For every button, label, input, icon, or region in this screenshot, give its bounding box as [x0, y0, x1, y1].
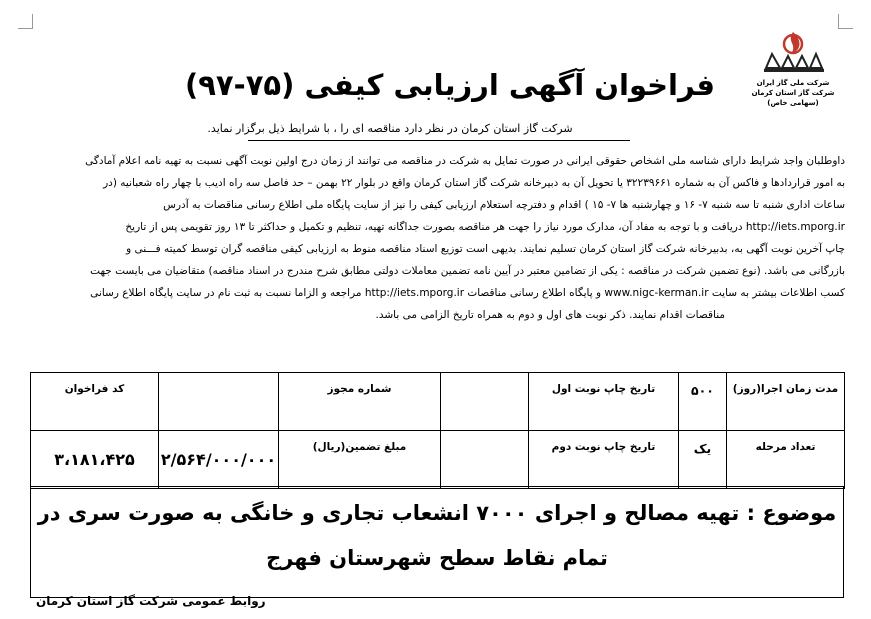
tender-info-table	[30, 372, 845, 489]
code-label: کد فراخوان	[31, 373, 159, 431]
body-line: کسب اطلاعات بیشتر به سایت www.nigc-kerman.ir و پایگاه اطلاع رسانی مناقصات http://iets.mporg.ir مراجعه و الزاما نسبت به ثبت نام در سایت پایگاه اطلاع رسانی	[90, 287, 845, 299]
company-logo	[733, 28, 853, 108]
logo-text-type: (سهامی خاص)	[767, 99, 819, 107]
body-line: http://iets.mporg.ir دریافت و با توجه به مفاد آن، مدارک مورد نیاز را جهت هر مناقصه بصورت جداگانه تهیه، تنظیم و تکمیل و حداکثر تا ۱۳ روز تقویمی پس از تاریخ	[125, 221, 845, 233]
stages-value: یک	[679, 431, 727, 489]
logo-text-company: شرکت ملی گاز ایران	[756, 79, 830, 87]
tender-subject: موضوع : تهیه مصالح و اجرای ۷۰۰۰ انشعاب تجاری و خانگی به صورت سری در تمام نقاط سطح شهرستان فهرج	[30, 486, 844, 598]
first-print-label: تاریخ چاپ نوبت اول	[529, 373, 679, 431]
page-subtitle: شرکت گاز استان کرمان در نظر دارد مناقصه ای را ، با شرایط ذیل برگزار نماید.	[207, 122, 573, 135]
code-value: ۳،۱۸۱،۴۲۵	[31, 431, 159, 489]
body-line: به امور قراردادها و فاکس آن به شماره ۳۲۲۳۹۶۶۱ یا تحویل آن به دبیرخانه شرکت گاز استان کرمان واقع در بلوار ۲۲ بهمن – حد فاصل سه راه ادیب با چهار راه شعبانیه (در	[103, 177, 845, 189]
logo-text-province: شرکت گاز استان کرمان	[751, 89, 835, 97]
body-line: داوطلبان واجد شرایط دارای شناسه ملی اشخاص حقوقی ایرانی در صورت تمایل به شرکت در مناقصه می توانند از زمان درج اولین نوبت آگهی نسبت به تهیه نامه اعلام آمادگی	[85, 155, 845, 167]
second-print-value	[441, 431, 529, 489]
body-line: بازرگانی می باشد. (نوع تضمین شرکت در مناقصه : یکی از تضامین معتبر در آیین نامه تضمین معاملات دولتی مطابق شرح مندرج در اسناد مناقصه) متقاضیان می بایست جهت	[90, 265, 845, 277]
table-row	[31, 373, 845, 431]
duration-value: ۵۰۰	[679, 373, 727, 431]
subtitle-underline	[248, 140, 630, 141]
permit-value	[159, 373, 279, 431]
announcement-body	[30, 150, 845, 326]
body-line: چاپ آخرین نوبت آگهی به، بدبیرخانه شرکت گاز استان کرمان تسلیم نمایند. بدیهی است توزیع اسناد مناقصه منوط به ارزیابی کیفی مناقصه گران توسط کمیته فـــنی و	[126, 243, 845, 255]
second-print-label: تاریخ چاپ نوبت دوم	[529, 431, 679, 489]
crop-mark-top-left	[18, 14, 33, 29]
first-print-value	[441, 373, 529, 431]
footer-signature: روابط عمومی شرکت گاز استان کرمان	[36, 594, 266, 608]
duration-label: مدت زمان اجرا(روز)	[727, 373, 845, 431]
guarantee-value: ۲/۵۶۴/۰۰۰/۰۰۰	[159, 431, 279, 489]
crop-mark-top-right	[838, 14, 853, 29]
body-line: ساعات اداری شنبه تا سه شنبه ۷- ۱۶ و چهارشنبه ها ۷- ۱۵ ) اقدام و دفترچه استعلام ارزیابی کیفی را نیز از سایت پایگاه ملی اطلاع رسانی مناقصات به آدرس	[163, 199, 845, 211]
page-title: فراخوان آگهی ارزیابی کیفی (۷۵-۹۷)	[184, 68, 716, 102]
table-row	[31, 431, 845, 489]
guarantee-label: مبلغ تضمین(ریال)	[279, 431, 441, 489]
body-line: مناقصات اقدام نمایند. ذکر نوبت های اول و دوم به همراه تاریخ الزامی می باشد.	[375, 309, 725, 321]
gas-flame-logo-icon	[758, 28, 828, 78]
permit-label: شماره مجوز	[279, 373, 441, 431]
stages-label: تعداد مرحله	[727, 431, 845, 489]
